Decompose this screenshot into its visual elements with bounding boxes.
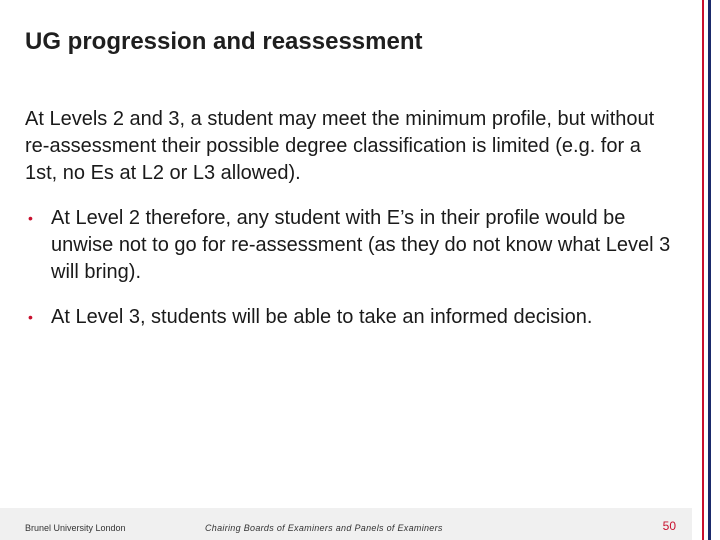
- footer-organization: Brunel University London: [25, 523, 126, 533]
- footer-course-title: Chairing Boards of Examiners and Panels of Examiners: [205, 523, 443, 533]
- bullet-icon: •: [28, 210, 33, 226]
- bullet-list: [25, 205, 675, 331]
- bullet-icon: •: [28, 309, 33, 325]
- page-number: 50: [662, 519, 676, 533]
- slide-title: UG progression and reassessment: [25, 28, 423, 55]
- bullet-item: [25, 205, 675, 286]
- decorative-side-rule: [692, 0, 720, 540]
- slide-footer: [0, 508, 692, 540]
- bullet-text: At Level 3, students will be able to take an informed decision.: [51, 306, 593, 328]
- bullet-text: At Level 2 therefore, any student with E’s in their profile would be unwise not to go for re-assessment (as they do not know what Level 3 will bring).: [51, 207, 671, 283]
- blue-rule-line: [708, 0, 711, 540]
- bullet-item: [25, 304, 675, 331]
- red-rule-line: [702, 0, 704, 540]
- body-paragraph: At Levels 2 and 3, a student may meet the minimum profile, but without re-assessment their possible degree classification is limited (e.g. for a 1st, no Es at L2 or L3 allowed).: [25, 108, 655, 184]
- slide-body: [25, 106, 675, 349]
